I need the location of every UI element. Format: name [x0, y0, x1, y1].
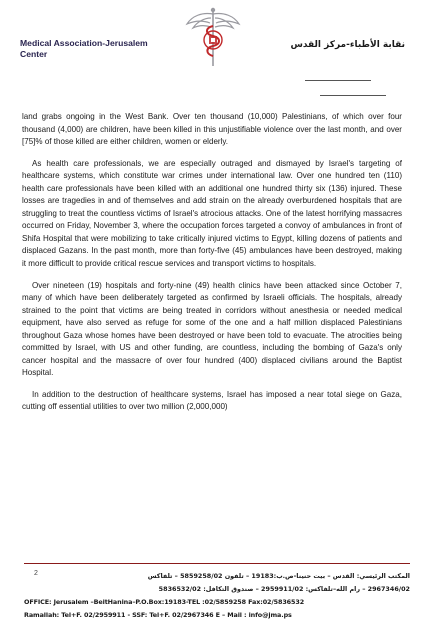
organization-name-english: [20, 38, 170, 60]
organization-name-line-1: Medical Association-Jerusalem: [20, 38, 148, 48]
paragraph-3: Over nineteen (19) hospitals and forty-nine (49) health clinics have been attacked since October 7, many of which have been deliberately targeted as confirmed by Israeli officials. The hospitals, already strained to the point that victims are being treated in corridors without anesthesia or needed medical equipment, have also served as refuge for some of the one and a half million displaced Palestinians throughout Gaza whose homes have been destroyed or have been told to evacuate. The atrocities being committed by Israel, with US and other funding, are countless, including the bombing of Gaza's only cancer hospital and the massacre of over four hundred (400) displaced civilians around the Baptist Hospital.: [22, 280, 402, 378]
footer-english-line-1: OFFICE: Jerusalem –BeitHanina–P.O.Box:19183-TEL :02/5859258 Fax:02/5836532: [24, 598, 305, 606]
signature-line-2: [320, 95, 386, 96]
page-number: 2: [34, 570, 38, 577]
footer-arabic-line-1: المكتب الرئيسي: القدس – بيت حنينا-ص.ب:19183 – تلفون 5859258/02 – تلفاكس: [147, 572, 410, 580]
paragraph-2: As health care professionals, we are especially outraged and dismayed by Israel's targeting of healthcare systems, which constitute war crimes under international law. Over one hundred ten (110) health care professionals have been killed with an additional one hundred thirty six (136) injured. These losses are tragedies in and of themselves and add strain on the already overburdened hospitals that are struggling to treat the countless victims of Israel's atrocious attacks. One of the latest horrifying massacres occurred on Friday, November 3, where the occupation forces targeted a convoy of ambulances in front of Shifa Hospital that were mobilizing to take critically injured victims to Egypt, killing dozens of patients and displaced Gazans. In the past month, more than forty-five (45) ambulances have been destroyed, making it more difficult to provide critical rescue services and transport victims to hospitals.: [22, 158, 402, 269]
organization-name-arabic: نقابة الأطباء-مركز القدس: [290, 40, 405, 50]
paragraph-4: In addition to the destruction of healthcare systems, Israel has imposed a near total siege on Gaza, cutting off essential utilities to over two million (2,000,000): [22, 389, 402, 412]
document-body: [22, 111, 402, 423]
signature-line-1: [305, 80, 371, 81]
paragraph-1: land grabs ongoing in the West Bank. Over ten thousand (10,000) Palestinians, of which over four thousand (4,000) are children, have been killed in this unjustifiable violence over the last month, and over [75]% of those killed are either children, women or elderly.: [22, 112, 402, 147]
footer-english-line-2: Ramallah: Tel+F. 02/2959911 - SSF: Tel+F. 02/2967346 E – Mail : info@jma.ps: [24, 611, 292, 619]
footer-arabic-line-2: 2967346/02 – رام الله–تلفاكس: 2959911/02 – صندوق التكافل: 5836532/02: [158, 585, 410, 593]
organization-name-line-2: Center: [20, 49, 48, 59]
medical-association-logo-icon: [184, 6, 242, 68]
letterhead-footer: [24, 563, 410, 634]
letterhead: [0, 0, 427, 110]
